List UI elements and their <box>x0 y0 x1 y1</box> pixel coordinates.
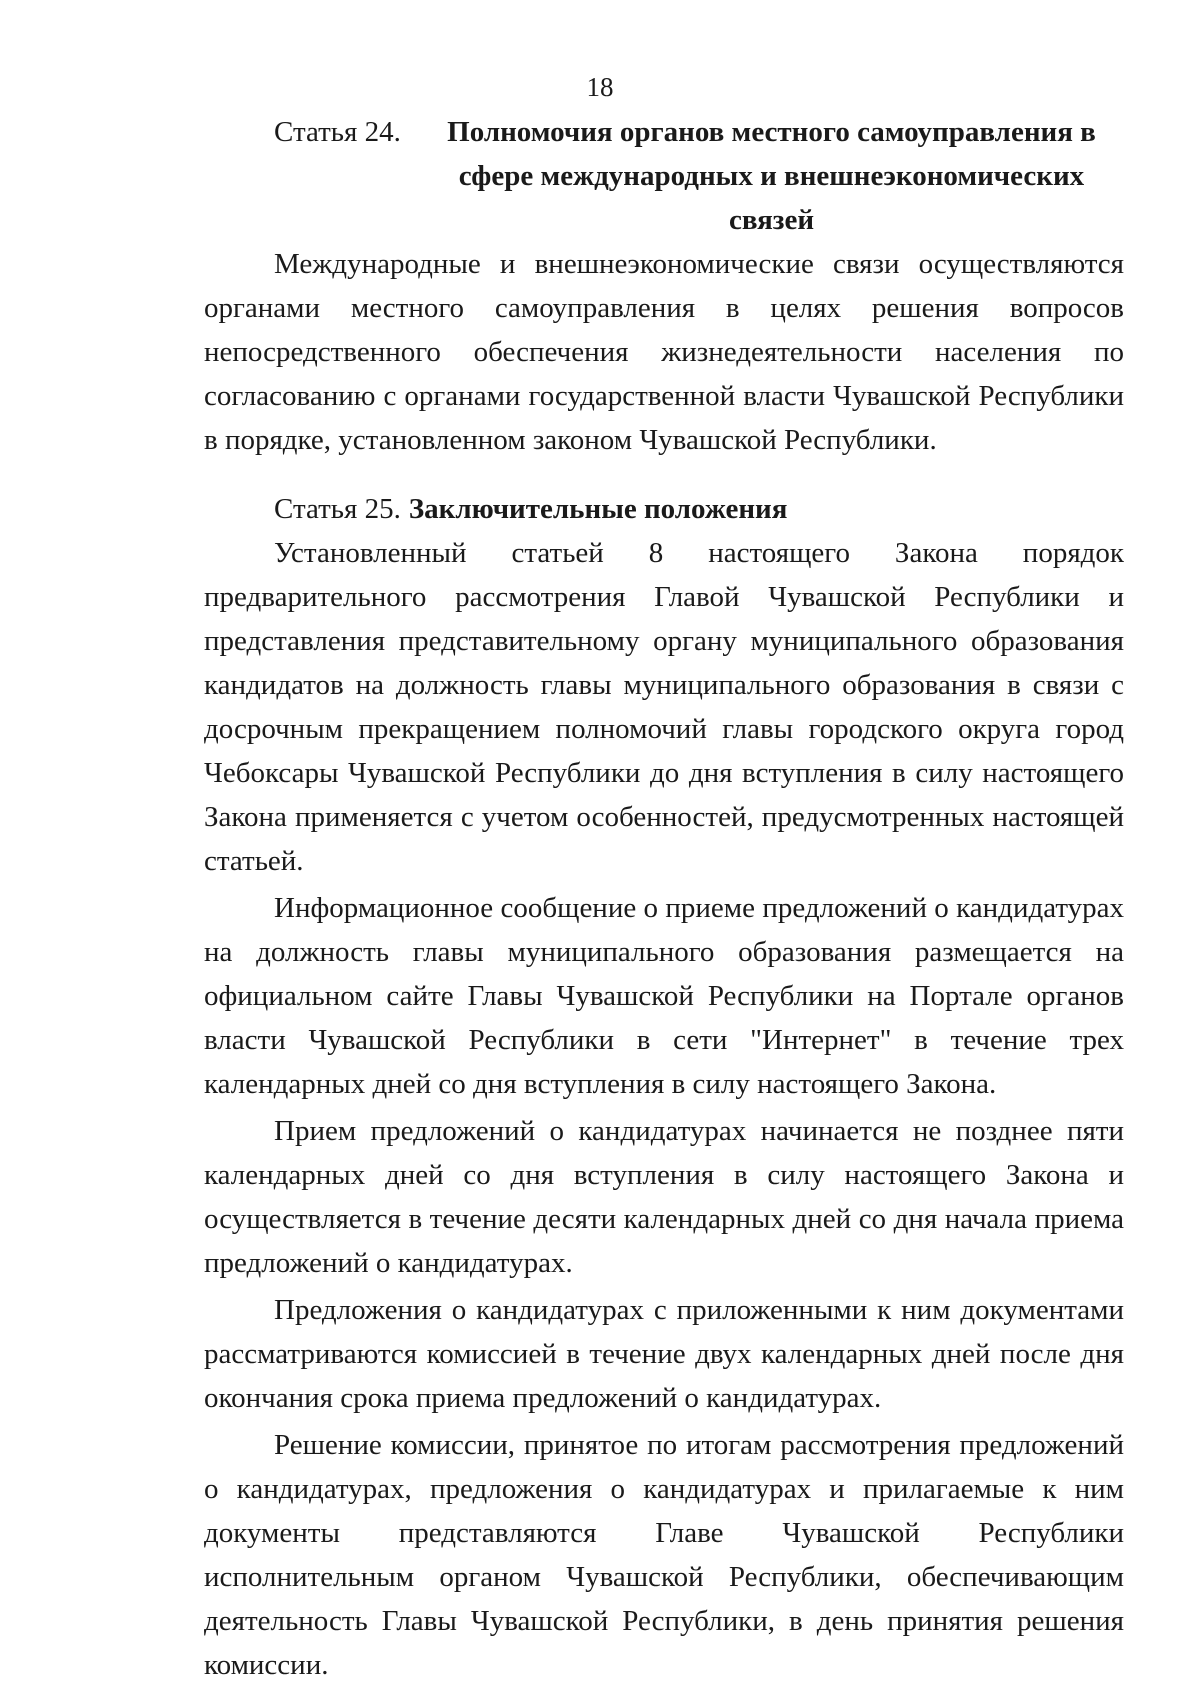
article-25-paragraph-1: Установленный статьей 8 настоящего Закона порядок предварительного рассмотрения Главой Чувашской Республики и представления представительному органу муниципального образования кандидатов на должность главы муниципального образования в связи с досрочным прекращением полномочий главы городского округа город Чебоксары Чувашской Республики до дня вступления в силу настоящего Закона применяется с учетом особенностей, предусмотренных настоящей статьей. <box>204 537 1124 877</box>
page-content <box>204 110 1124 1690</box>
article-24-number: Статья 24. <box>274 116 401 148</box>
article-25-paragraph-3: Прием предложений о кандидатурах начинается не позднее пяти календарных дней со дня вступления в силу настоящего Закона и осуществляется в течение десяти календарных дней со дня начала приема предложений о кандидатурах. <box>204 1115 1124 1279</box>
article-24-paragraph-1: Международные и внешнеэкономические связи осуществляются органами местного самоуправления в целях решения вопросов непосредственного обеспечения жизнедеятельности населения по согласованию с органами государственной власти Чувашской Республики в порядке, установленном законом Чувашской Республики. <box>204 248 1124 456</box>
article-25-heading <box>204 487 1124 531</box>
article-24-heading <box>204 110 1124 242</box>
article-24 <box>204 110 1124 462</box>
article-25-title: Заключительные положения <box>408 493 788 525</box>
article-25-paragraph-2: Информационное сообщение о приеме предложений о кандидатурах на должность главы муниципального образования размещается на официальном сайте Главы Чувашской Республики на Портале органов власти Чувашской Республики в сети "Интернет" в течение трех календарных дней со дня вступления в силу настоящего Закона. <box>204 892 1124 1100</box>
article-24-title: Полномочия органов местного самоуправления в сфере международных и внешнеэкономических связей <box>447 116 1096 236</box>
article-25-paragraph-5: Решение комиссии, принятое по итогам рассмотрения предложений о кандидатурах, предложения о кандидатурах и прилагаемые к ним документы представляются Главе Чувашской Республики исполнительным органом Чувашской Республики, обеспечивающим деятельность Главы Чувашской Республики, в день принятия решения комиссии. <box>204 1429 1124 1681</box>
article-25-paragraph-4: Предложения о кандидатурах с приложенными к ним документами рассматриваются комиссией в течение двух календарных дней после дня окончания срока приема предложений о кандидатурах. <box>204 1294 1124 1414</box>
page-number: 18 <box>586 72 614 102</box>
article-25-number: Статья 25. <box>274 493 401 525</box>
article-spacer <box>204 465 1124 487</box>
article-25 <box>204 487 1124 1687</box>
